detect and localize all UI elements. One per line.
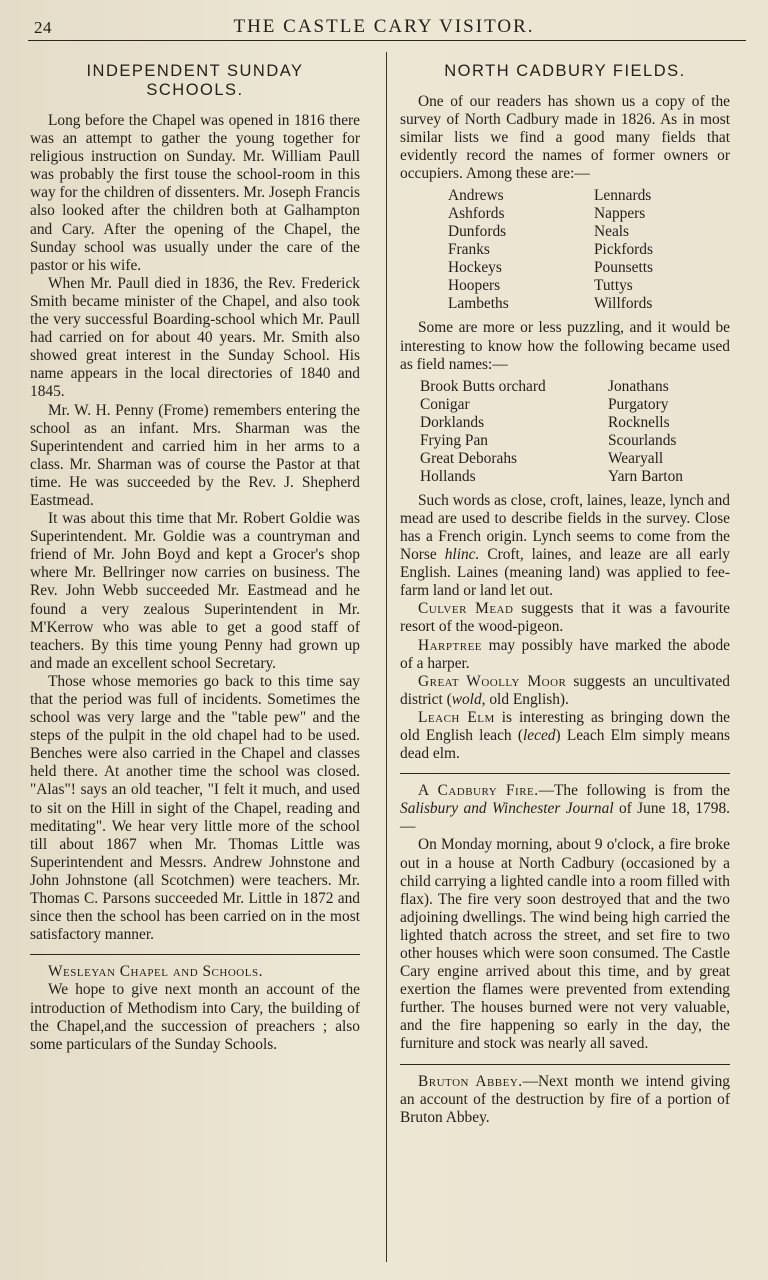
cadbury-fire-paragraph: [400, 782, 730, 836]
wesleyan-text: We hope to give next month an account of the introduction of Methodism into Cary, the building of the Chapel,and the succession of preachers ; also some particulars of the Sunday Schools.: [30, 981, 360, 1053]
text-run: ) Leach Elm simply means dead elm.: [400, 726, 730, 763]
text-run: Croft, laines, and leaze are all early English. Laines (meaning land) was applied to fee-farm land or land let out.: [400, 546, 730, 600]
list-item: Willfords: [594, 295, 653, 313]
list-item: Franks: [448, 241, 490, 259]
owner-names-list: [448, 187, 730, 313]
list-item: Frying Pan: [420, 431, 488, 449]
sunday-schools-heading: [30, 62, 360, 100]
field-term: Culver Mead: [418, 600, 514, 618]
list-item: Neals: [594, 223, 630, 241]
paragraph: It was about this time that Mr. Robert Goldie was Superintendent. Mr. Goldie was a countryman and friend of Mr. John Boyd and kept a Grocer's shop where Mr. Bellringer now carries on business. The Rev. John Webb succeeded Mr. Eastmead and he found a very zealous Superintendent in Mr. M'Kerrow who was able to get a good staff of teachers. By this time young Penny had grown up and made an excellent school Secretary.: [30, 510, 360, 672]
puzzling-paragraph: Some are more or less puzzling, and it would be interesting to know how the following became used as field names:—: [400, 319, 730, 373]
field-term: Great Woolly Moor: [418, 672, 567, 690]
list-item: Yarn Barton: [608, 467, 683, 485]
list-item: Tuttys: [594, 277, 633, 295]
list-item: Wearyall: [608, 449, 664, 467]
text-run: —Next month we intend giving an account of the destruction by fire of a portion of Bruton Abbey.: [400, 1072, 730, 1126]
text-run: suggests that it was a favourite resort of the wood-pigeon.: [400, 600, 730, 636]
list-item: Andrews: [448, 187, 504, 205]
list-item: Hoopers: [448, 277, 501, 295]
field-term: Harptree: [418, 636, 483, 654]
heading-line-2: SCHOOLS.: [146, 81, 244, 99]
list-item: Dorklands: [420, 413, 485, 431]
paragraph: Long before the Chapel was opened in 1816 there was an attempt to gather the young together for religious instruction on Sunday. Mr. William Paull was probably the first touse the school-room in this way for the children of dissenters. Mr. Joseph Francis also looked after the children both at Galhampton and Cary. After the opening of the Chapel, the Sunday school was usually under the care of the pastor or his wife.: [30, 112, 360, 274]
field-names-list: [420, 378, 730, 486]
journal-title: Salisbury and Winchester Journal: [400, 800, 614, 818]
bruton-abbey-paragraph: [400, 1073, 730, 1127]
paragraph: When Mr. Paull died in 1836, the Rev. Frederick Smith became minister of the Chapel, and also took the very successful Boarding-school which Mr. Paull had carried on for about 40 years. Mr. Smith also showed great interest in the Sunday School. His name appears in the local directories of 1840 and 1845.: [30, 274, 360, 401]
fire-heading: A Cadbury Fire.: [418, 782, 539, 800]
list-item: Lennards: [594, 187, 652, 205]
heading-line-1: INDEPENDENT SUNDAY: [86, 62, 304, 80]
list-item: Pickfords: [594, 241, 653, 259]
page-number: 24: [34, 18, 52, 37]
text-run: old English).: [489, 690, 569, 708]
wesleyan-paragraph: [30, 963, 360, 981]
text-run: may possibly have marked the abode of a harper.: [400, 636, 730, 672]
list-item: Ashfords: [448, 205, 505, 223]
text-run: is interesting as bringing down the old English leach (: [400, 708, 730, 744]
field-words-paragraph: [400, 492, 730, 601]
leach-elm-paragraph: [400, 709, 730, 763]
list-item: Conigar: [420, 395, 470, 413]
list-item: Brook Butts orchard: [420, 377, 546, 395]
north-cadbury-heading: NORTH CADBURY FIELDS.: [444, 62, 686, 80]
list-item: Nappers: [594, 205, 646, 223]
list-item: Purgatory: [608, 395, 669, 413]
fire-body: On Monday morning, about 9 o'clock, a fire broke out in a house at North Cadbury (occasioned by a child carrying a lighted candle into a room filled with flax). The fire very soon destroyed that and the two adjoining dwellings. The wind being high carried the lighted thatch across the street, and set fire to two other houses which were soon consumed. The Castle Cary engine arrived about this time, and by great exertion the flames were prevented from extending further. The houses burned were not very valuable, and the fire happening so early in the day, the furniture and stock was nearly all saved.: [400, 836, 730, 1053]
left-column: [30, 56, 360, 1054]
field-term: Leach Elm: [418, 708, 495, 726]
list-item: Hollands: [420, 467, 476, 485]
list-item: Rocknells: [608, 413, 670, 431]
woolly-moor-paragraph: [400, 673, 730, 709]
culver-mead-paragraph: [400, 600, 730, 636]
intro-paragraph: One of our readers has shown us a copy of the survey of North Cadbury made in 1826. As in most similar lists we find a good many fields that evidently record the names of former owners or occupiers. Among these are:—: [400, 93, 730, 183]
paragraph: Those whose memories go back to this time say that the period was full of incidents. Sometimes the school was very large and the "table pew" and the steps of the pulpit in the old chapel had to be used. Benches were also carried in the Chapel and classes held there. At another time the school was closed. "Alas"! says an old teacher, "I felt it much, and used to sit on the Hill in sight of the Chapel, reading and meditating". We hear very little more of the school till about 1867 when Mr. Thomas Little was Superintendent and Messrs. Andrew Johnstone and John Johnstone (all Scotchmen) were teachers. Mr. Thomas C. Parsons succeeded Mr. Little in 1872 and since then the school has been carried on in the most satisfactory manner.: [30, 672, 360, 944]
harptree-paragraph: [400, 637, 730, 673]
paragraph: Mr. W. H. Penny (Frome) remembers entering the school as an infant. Mrs. Sharman was the Superintendent and carried him in her arms to a class. Mr. Sharman was of course the Pastor at that time. He was succeeded by the Rev. J. Shepherd Eastmead.: [30, 401, 360, 509]
list-item: Great Deborahs: [420, 449, 518, 467]
italic-word: leced: [523, 726, 556, 744]
running-title: THE CASTLE CARY VISITOR.: [233, 16, 535, 37]
section-divider: [400, 1064, 730, 1065]
text-run: —The following is from the: [538, 782, 731, 800]
list-item: Jonathans: [608, 377, 669, 395]
norse-word: hlinc.: [444, 546, 480, 564]
italic-word: wold,: [451, 690, 486, 708]
text-run: suggests an uncultivated district (: [400, 672, 730, 708]
bruton-heading: Bruton Abbey.: [418, 1072, 523, 1090]
list-item: Pounsetts: [594, 259, 654, 277]
text-run: Such words as close, croft, laines, leaze, lynch and mead are used to describe fields in the survey. Close has a French origin. Lynch seems to come from the Norse: [400, 491, 730, 564]
list-item: Dunfords: [448, 223, 507, 241]
header-rule: [28, 40, 746, 41]
list-item: Scourlands: [608, 431, 677, 449]
right-column: [400, 56, 730, 1127]
list-item: Hockeys: [448, 259, 502, 277]
text-run: of June 18, 1798.—: [400, 800, 730, 836]
column-divider: [386, 52, 387, 1262]
list-item: Lambeths: [448, 295, 509, 313]
wesleyan-heading: Wesleyan Chapel and Schools.: [48, 963, 263, 981]
section-divider: [30, 954, 360, 955]
section-divider: [400, 773, 730, 774]
